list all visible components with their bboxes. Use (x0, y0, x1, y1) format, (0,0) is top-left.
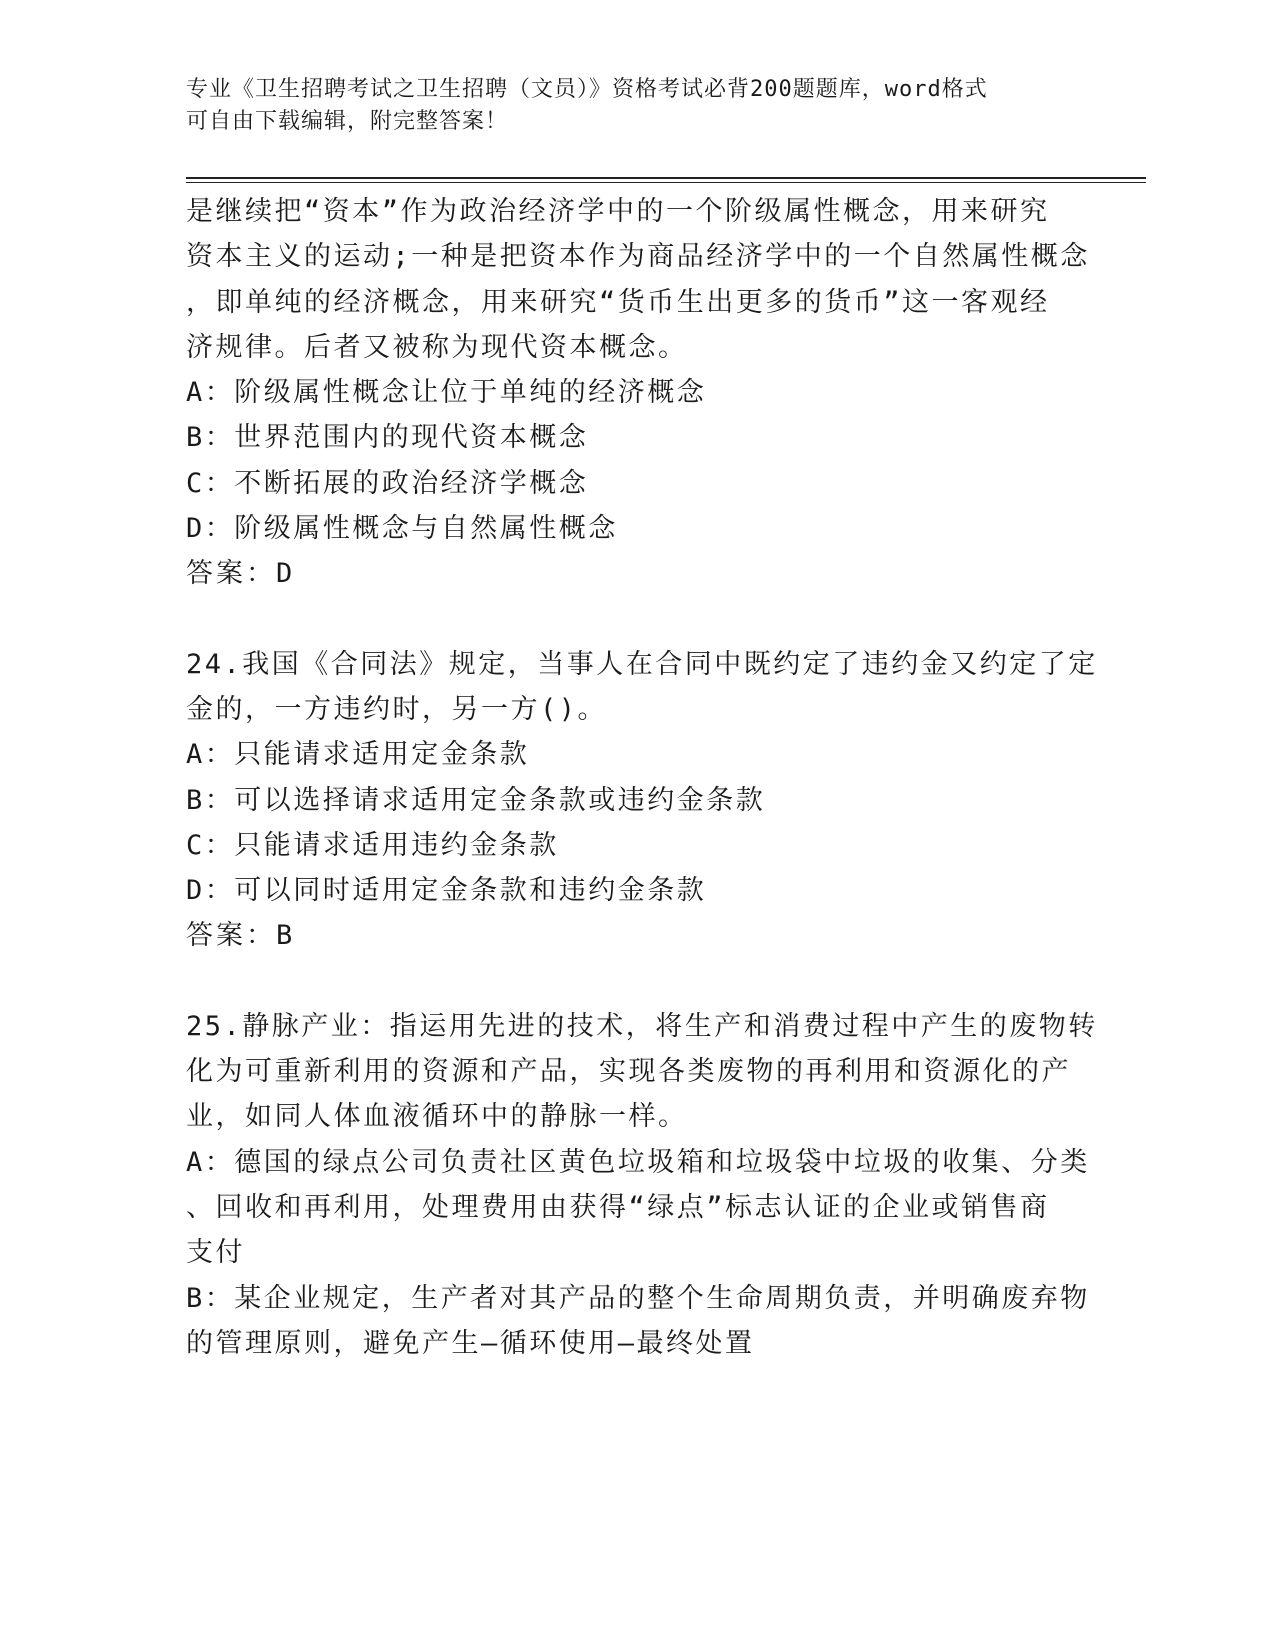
header-title-line-2: 可自由下载编辑，附完整答案！ (186, 109, 509, 134)
question-24 (186, 642, 1098, 959)
question-stem-line: 业，如同人体血液循环中的静脉一样。 (186, 1101, 688, 1133)
option-a-line: 支付 (186, 1237, 245, 1269)
question-stem-line: 金的，一方违约时，另一方()。 (186, 693, 608, 725)
option-a-line: 、回收和再利用，处理费用由获得“绿点”标志认证的企业或销售商 (186, 1191, 1050, 1223)
question-23-continued (186, 189, 1090, 597)
header-title-line-1: 专业《卫生招聘考试之卫生招聘（文员）》资格考试必背200题题库，word格式 (186, 77, 988, 102)
header-divider-thin (186, 182, 1146, 183)
option-b: B：世界范围内的现代资本概念 (186, 422, 589, 454)
option-a: A：只能请求适用定金条款 (186, 739, 530, 771)
header-divider-thick (186, 177, 1146, 179)
question-stem-line: 济规律。后者又被称为现代资本概念。 (186, 331, 688, 363)
document-header (186, 74, 1066, 138)
option-b: B：可以选择请求适用定金条款或违约金条款 (186, 784, 766, 816)
question-stem-line: 化为可重新利用的资源和产品，实现各类废物的再利用和资源化的产 (186, 1056, 1071, 1088)
option-b-line: 的管理原则，避免产生—循环使用—最终处置 (186, 1327, 755, 1359)
question-stem-line: ，即单纯的经济概念，用来研究“货币生出更多的货币”这一客观经 (186, 286, 1050, 318)
spacer (186, 959, 1066, 1004)
document-body (186, 189, 1098, 1366)
answer-line: 答案：D (186, 558, 296, 590)
option-c: C：不断拓展的政治经济学概念 (186, 467, 589, 499)
option-c: C：只能请求适用违约金条款 (186, 829, 559, 861)
question-25 (186, 1004, 1098, 1366)
question-stem-line: 25.静脉产业：指运用先进的技术，将生产和消费过程中产生的废物转 (186, 1010, 1098, 1042)
option-b-line: B：某企业规定，生产者对其产品的整个生命周期负责，并明确废弃物 (186, 1282, 1090, 1314)
spacer (186, 597, 1066, 642)
question-stem-line: 是继续把“资本”作为政治经济学中的一个阶级属性概念，用来研究 (186, 196, 1050, 227)
question-stem-line: 资本主义的运动;一种是把资本作为商品经济学中的一个自然属性概念 (186, 241, 1090, 273)
option-a-line: A：德国的绿点公司负责社区黄色垃圾箱和垃圾袋中垃圾的收集、分类 (186, 1146, 1090, 1178)
answer-line: 答案：B (186, 920, 296, 952)
question-stem-line: 24.我国《合同法》规定，当事人在合同中既约定了违约金又约定了定 (186, 648, 1098, 680)
option-a: A：阶级属性概念让位于单纯的经济概念 (186, 377, 707, 409)
option-d: D：阶级属性概念与自然属性概念 (186, 513, 618, 545)
option-d: D：可以同时适用定金条款和违约金条款 (186, 875, 707, 907)
